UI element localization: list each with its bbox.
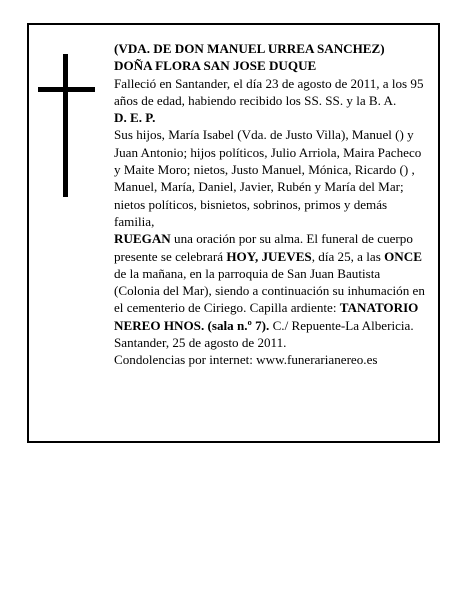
funeral-home: TANATORIO NEREO HNOS. (sala n.º 7). — [114, 300, 419, 333]
funeral-address: C./ Repuente-La Albericia. — [269, 317, 414, 333]
funeral-details — [114, 230, 426, 334]
date-line: Santander, 25 de agosto de 2011. — [114, 335, 287, 351]
family-list: Sus hijos, María Isabel (Vda. de Justo Villa), Manuel () y Juan Antonio; hijos políticos, Julio Arriola, Maira Pacheco y Maite Moro; nietos, Justo Manuel, Mónica, Ricardo () , Manuel, María, Daniel, Javier, Rubén y María del Mar; nietos políticos, bisnietos, sobrinos, primos y demás familia, — [114, 127, 422, 229]
deceased-name: DOÑA FLORA SAN JOSE DUQUE — [114, 58, 317, 74]
funeral-hour: ONCE — [384, 248, 422, 264]
ruegan-word: RUEGAN — [114, 231, 171, 247]
condolences-line: Condolencias por internet: www.funerarianereo.es — [114, 352, 378, 368]
dep-line: D. E. P. — [114, 110, 156, 126]
cross-icon-horizontal — [38, 87, 95, 92]
death-details: Falleció en Santander, el día 23 de agosto de 2011, a los 95 años de edad, habiendo recibido los SS. SS. y la B. A. — [114, 75, 424, 108]
widow-line: (VDA. DE DON MANUEL URREA SANCHEZ) — [114, 41, 385, 56]
cross-icon-vertical — [63, 54, 68, 197]
funeral-text-2: , día 25, a las — [311, 248, 385, 264]
funeral-text-1: una oración por su alma. El funeral de cuerpo presente se celebrará — [114, 231, 413, 264]
funeral-text-3: de la mañana, en la parroquia de San Juan Bautista (Colonia del Mar), siendo a continuación su inhumación en el cementerio de Ciriego. Capilla ardiente: — [114, 265, 425, 316]
funeral-day: HOY, JUEVES — [226, 248, 312, 264]
obituary-text — [114, 40, 426, 369]
